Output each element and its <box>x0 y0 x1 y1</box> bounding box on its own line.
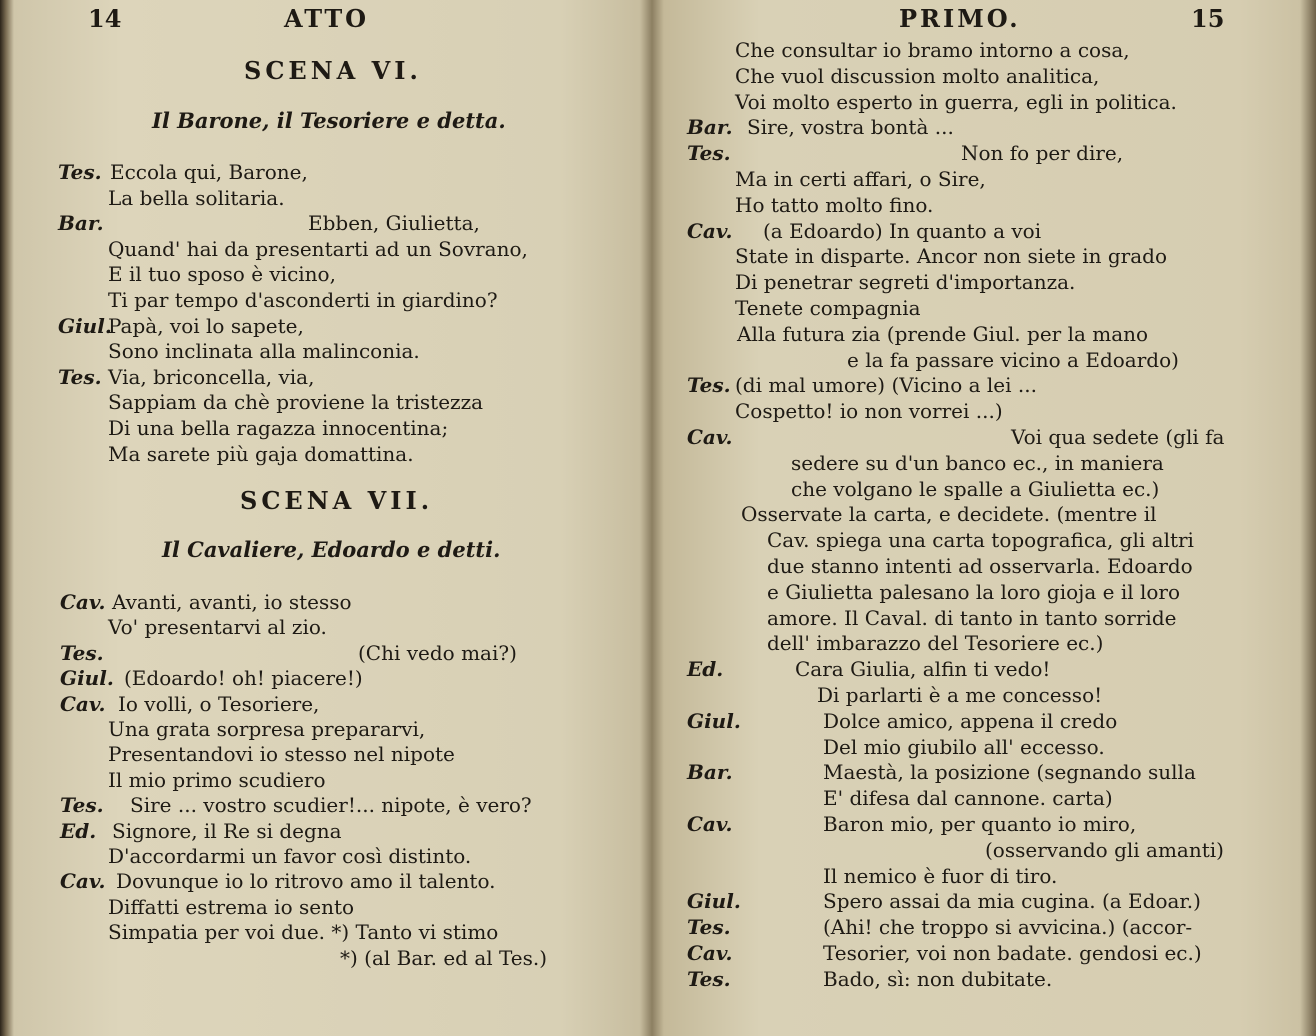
verse-text: Di parlarti è a me concesso! <box>817 683 1103 707</box>
verse-text: Voi molto esperto in guerra, egli in politica. <box>735 89 1177 114</box>
speaker-label: Tes. <box>687 141 731 166</box>
verse-text: (a Edoardo) In quanto a voi <box>763 218 1042 243</box>
verse-text: Ma sarete più gaja domattina. <box>108 441 414 466</box>
verse-text: Che consultar io bramo intorno a cosa, <box>735 38 1130 62</box>
verse-text: Ti par tempo d'asconderti in giardino? <box>108 288 498 312</box>
speaker-label: Tes. <box>60 793 104 818</box>
verse-text: Bado, sì: non dubitate. <box>823 966 1053 991</box>
running-head: PRIMO. <box>899 4 1021 33</box>
scene-cast: Il Barone, il Tesoriere e detta. <box>152 108 506 133</box>
page-number: 14 <box>88 4 122 33</box>
speaker-label: Giul. <box>687 889 741 914</box>
verse-text: Cav. spiega una carta topografica, gli altri <box>767 528 1194 553</box>
verse-text: Una grata sorpresa prepararvi, <box>108 717 426 741</box>
scene-cast: Il Cavaliere, Edoardo e detti. <box>162 537 501 562</box>
verse-text: Presentandovi io stesso nel nipote <box>108 742 455 767</box>
verse-text: Tesorier, voi non badate. gendosi ec.) <box>823 941 1202 965</box>
verse-text: Papà, voi lo sapete, <box>108 313 304 338</box>
verse-text: Dolce amico, appena il credo <box>823 708 1118 733</box>
verse-text: (Ahi! che troppo si avvicina.) (accor- <box>823 915 1193 940</box>
speaker-label: Tes. <box>60 640 104 665</box>
verse-text: Voi qua sedete (gli fa <box>1011 425 1225 449</box>
verse-text: E il tuo sposo è vicino, <box>108 262 336 287</box>
verse-text: Ma in certi affari, o Sire, <box>735 167 986 191</box>
speaker-label: Tes. <box>687 966 731 991</box>
speaker-label: Bar. <box>58 211 104 236</box>
verse-text: Ebben, Giulietta, <box>308 211 480 236</box>
verse-text: (di mal umore) (Vicino a lei ... <box>735 373 1037 398</box>
speaker-label: Tes. <box>58 364 102 389</box>
verse-text: Ho tatto molto fino. <box>735 192 934 217</box>
verse-text: due stanno intenti ad osservarla. Edoardo <box>767 554 1193 578</box>
verse-text: Di penetrar segreti d'importanza. <box>735 270 1076 295</box>
speaker-label: Ed. <box>60 818 97 843</box>
verse-text: dell' imbarazzo del Tesoriere ec.) <box>767 631 1104 656</box>
verse-text: Io volli, o Tesoriere, <box>118 691 320 716</box>
verse-text: Simpatia per voi due. *) Tanto vi stimo <box>108 920 499 945</box>
speaker-label: Cav. <box>687 218 733 243</box>
speaker-label: Giul. <box>60 666 114 691</box>
verse-text: Il mio primo scudiero <box>108 767 326 792</box>
verse-text: Sire, vostra bontà ... <box>747 115 954 140</box>
verse-text: e la fa passare vicino a Edoardo) <box>847 347 1179 372</box>
verse-text: La bella solitaria. <box>108 185 285 210</box>
left-page <box>0 0 650 1036</box>
scene-title: SCENA VII. <box>240 486 434 515</box>
verse-text: Avanti, avanti, io stesso <box>112 590 352 614</box>
speaker-label: Cav. <box>60 590 106 614</box>
verse-text: sedere su d'un banco ec., in maniera <box>791 450 1164 475</box>
verse-text: (osservando gli amanti) <box>985 837 1224 862</box>
speaker-label: Cav. <box>687 425 733 449</box>
verse-text: E' difesa dal cannone. carta) <box>823 786 1113 811</box>
speaker-label: Giul. <box>687 708 741 733</box>
verse-text: e Giulietta palesano la loro gioja e il loro <box>767 579 1181 604</box>
speaker-label: Tes. <box>687 373 731 398</box>
verse-text: Signore, il Re si degna <box>112 818 342 843</box>
verse-text: State in disparte. Ancor non siete in grado <box>735 244 1168 269</box>
verse-text: Quand' hai da presentarti ad un Sovrano, <box>108 236 528 261</box>
verse-text: Cospetto! io non vorrei ...) <box>735 399 1003 424</box>
speaker-label: Giul. <box>58 313 112 338</box>
speaker-label: Cav. <box>687 812 733 836</box>
verse-text: Sire ... vostro scudier!... nipote, è vero? <box>130 793 532 818</box>
verse-text: Del mio giubilo all' eccesso. <box>823 734 1105 759</box>
scene-title: SCENA VI. <box>244 56 422 85</box>
verse-text: Diffatti estrema io sento <box>108 894 355 919</box>
verse-text: Eccola qui, Barone, <box>110 160 308 184</box>
verse-text: Di una bella ragazza innocentina; <box>108 416 449 440</box>
verse-text: Spero assai da mia cugina. (a Edoar.) <box>823 889 1201 914</box>
verse-text: Cara Giulia, alfin ti vedo! <box>795 657 1051 682</box>
speaker-label: Bar. <box>687 760 733 785</box>
verse-text: che volgano le spalle a Giulietta ec.) <box>791 476 1160 501</box>
page-number: 15 <box>1191 4 1225 33</box>
verse-text: Maestà, la posizione (segnando sulla <box>823 760 1196 785</box>
verse-text: (Edoardo! oh! piacere!) <box>124 666 363 691</box>
speaker-label: Bar. <box>687 115 733 140</box>
verse-text: Che vuol discussion molto analitica, <box>735 63 1100 88</box>
speaker-label: Tes. <box>687 915 731 940</box>
running-head: ATTO <box>284 4 370 33</box>
verse-text: Tenete compagnia <box>735 296 921 320</box>
verse-text: Il nemico è fuor di tiro. <box>823 863 1058 888</box>
verse-text: *) (al Bar. ed al Tes.) <box>340 945 548 970</box>
verse-text: D'accordarmi un favor così distinto. <box>108 844 472 868</box>
verse-text: Sappiam da chè proviene la tristezza <box>108 390 484 415</box>
speaker-label: Ed. <box>687 657 724 682</box>
verse-text: Osservate la carta, e decidete. (mentre il <box>741 502 1157 527</box>
verse-text: Non fo per dire, <box>961 141 1124 166</box>
speaker-label: Cav. <box>687 941 733 965</box>
verse-text: Sono inclinata alla malinconia. <box>108 339 420 364</box>
speaker-label: Cav. <box>60 691 106 716</box>
verse-text: (Chi vedo mai?) <box>358 640 517 665</box>
speaker-label: Tes. <box>58 160 102 184</box>
verse-text: Vo' presentarvi al zio. <box>108 615 327 640</box>
verse-text: Baron mio, per quanto io miro, <box>823 812 1137 836</box>
verse-text: Alla futura zia (prende Giul. per la mano <box>737 321 1149 346</box>
verse-text: Via, briconcella, via, <box>108 364 315 389</box>
speaker-label: Cav. <box>60 869 106 894</box>
right-page <box>655 0 1316 1036</box>
verse-text: Dovunque io lo ritrovo amo il talento. <box>116 869 496 894</box>
verse-text: amore. Il Caval. di tanto in tanto sorride <box>767 605 1177 630</box>
